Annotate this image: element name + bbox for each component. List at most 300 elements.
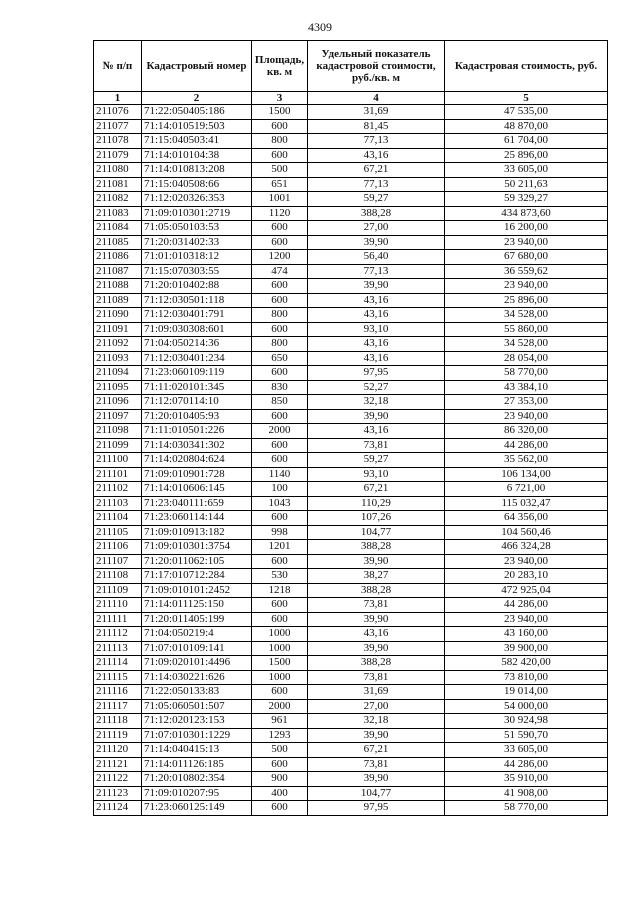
unit-rate-value: 56,40 [308,250,445,265]
area-value: 600 [252,453,308,468]
table-row [94,757,608,772]
cadastral-number: 71:20:011405:199 [142,612,252,627]
row-index: 211098 [94,424,142,439]
table-row [94,699,608,714]
area-value: 1500 [252,105,308,120]
cadastral-cost-value: 23 940,00 [445,612,608,627]
cadastral-cost-value: 472 925,04 [445,583,608,598]
row-index: 211100 [94,453,142,468]
cadastral-number: 71:09:010301:2719 [142,206,252,221]
row-index: 211093 [94,351,142,366]
table-row [94,235,608,250]
area-value: 600 [252,612,308,627]
area-value: 1200 [252,250,308,265]
unit-rate-value: 39,90 [308,279,445,294]
table-row [94,511,608,526]
row-index: 211092 [94,337,142,352]
row-index: 211104 [94,511,142,526]
area-value: 600 [252,322,308,337]
cadastral-cost-value: 73 810,00 [445,670,608,685]
unit-rate-value: 104,77 [308,786,445,801]
cadastral-number: 71:23:040111:659 [142,496,252,511]
cadastral-number: 71:20:010802:354 [142,772,252,787]
cadastral-cost-value: 23 940,00 [445,554,608,569]
row-index: 211099 [94,438,142,453]
table-row [94,177,608,192]
row-index: 211080 [94,163,142,178]
cadastral-number: 71:09:010913:182 [142,525,252,540]
cadastral-number: 71:09:010207:95 [142,786,252,801]
unit-rate-value: 39,90 [308,612,445,627]
cadastral-number: 71:14:010104:38 [142,148,252,163]
area-value: 600 [252,293,308,308]
area-value: 651 [252,177,308,192]
cadastral-number: 71:15:040508:66 [142,177,252,192]
cadastral-cost-value: 48 870,00 [445,119,608,134]
table-row [94,105,608,120]
unit-rate-value: 39,90 [308,641,445,656]
row-index: 211103 [94,496,142,511]
table-row [94,163,608,178]
unit-rate-value: 59,27 [308,192,445,207]
row-index: 211081 [94,177,142,192]
cadastral-cost-value: 51 590,70 [445,728,608,743]
cadastral-cost-value: 25 896,00 [445,148,608,163]
row-index: 211108 [94,569,142,584]
row-index: 211090 [94,308,142,323]
cadastral-number: 71:12:070114:10 [142,395,252,410]
cadastral-cost-value: 23 940,00 [445,409,608,424]
column-number: 3 [252,92,308,105]
cadastral-number: 71:04:050219:4 [142,627,252,642]
table-row [94,801,608,816]
area-value: 800 [252,134,308,149]
area-value: 600 [252,511,308,526]
area-value: 900 [252,772,308,787]
cadastral-cost-value: 106 134,00 [445,467,608,482]
area-value: 400 [252,786,308,801]
unit-rate-value: 31,69 [308,685,445,700]
table-row [94,337,608,352]
table-row [94,221,608,236]
cadastral-cost-value: 466 324,28 [445,540,608,555]
unit-rate-value: 39,90 [308,554,445,569]
row-index: 211088 [94,279,142,294]
header-cadastral-number: Кадастровый номер [142,41,252,92]
unit-rate-value: 43,16 [308,627,445,642]
unit-rate-value: 39,90 [308,409,445,424]
table-row [94,714,608,729]
area-value: 600 [252,279,308,294]
table-row [94,308,608,323]
cadastral-cost-value: 33 605,00 [445,163,608,178]
unit-rate-value: 39,90 [308,235,445,250]
cadastral-number: 71:09:010901:728 [142,467,252,482]
table-row [94,772,608,787]
cadastral-cost-value: 43 384,10 [445,380,608,395]
cadastral-cost-value: 86 320,00 [445,424,608,439]
column-number: 2 [142,92,252,105]
unit-rate-value: 97,95 [308,801,445,816]
area-value: 850 [252,395,308,410]
cadastral-cost-value: 43 160,00 [445,627,608,642]
row-index: 211121 [94,757,142,772]
unit-rate-value: 27,00 [308,221,445,236]
cadastral-number: 71:23:060109:119 [142,366,252,381]
cadastral-cost-value: 41 908,00 [445,786,608,801]
cadastral-cost-value: 39 900,00 [445,641,608,656]
cadastral-cost-value: 58 770,00 [445,366,608,381]
cadastral-number: 71:09:010301:3754 [142,540,252,555]
area-value: 1000 [252,670,308,685]
area-value: 474 [252,264,308,279]
cadastral-number: 71:14:010813:208 [142,163,252,178]
cadastral-cost-value: 6 721,00 [445,482,608,497]
row-index: 211115 [94,670,142,685]
row-index: 211086 [94,250,142,265]
cadastral-number: 71:07:010109:141 [142,641,252,656]
area-value: 961 [252,714,308,729]
cadastral-cost-value: 30 924,98 [445,714,608,729]
row-index: 211097 [94,409,142,424]
unit-rate-value: 67,21 [308,163,445,178]
unit-rate-value: 39,90 [308,728,445,743]
cadastral-number: 71:14:040415:13 [142,743,252,758]
cadastral-number: 71:23:060114:144 [142,511,252,526]
row-index: 211118 [94,714,142,729]
table-row [94,656,608,671]
cadastral-cost-value: 50 211,63 [445,177,608,192]
table-header-row [94,41,608,92]
cadastral-cost-value: 33 605,00 [445,743,608,758]
table-row [94,395,608,410]
cadastral-cost-value: 55 860,00 [445,322,608,337]
table-row [94,192,608,207]
unit-rate-value: 388,28 [308,583,445,598]
cadastral-number: 71:22:050405:186 [142,105,252,120]
row-index: 211079 [94,148,142,163]
row-index: 211117 [94,699,142,714]
cadastral-number: 71:12:020123:153 [142,714,252,729]
cadastral-cost-value: 19 014,00 [445,685,608,700]
row-index: 211106 [94,540,142,555]
cadastral-cost-value: 434 873,60 [445,206,608,221]
table-row [94,540,608,555]
table-row [94,119,608,134]
unit-rate-value: 43,16 [308,351,445,366]
cadastral-number: 71:15:040503:41 [142,134,252,149]
cadastral-number: 71:20:010402:88 [142,279,252,294]
table-body [94,105,608,816]
row-index: 211089 [94,293,142,308]
cadastral-number: 71:07:010301:1229 [142,728,252,743]
table-row [94,670,608,685]
cadastral-number: 71:14:011126:185 [142,757,252,772]
table-row [94,554,608,569]
unit-rate-value: 73,81 [308,598,445,613]
row-index: 211107 [94,554,142,569]
row-index: 211096 [94,395,142,410]
cadastral-cost-value: 104 560,46 [445,525,608,540]
cadastral-number: 71:09:010101:2452 [142,583,252,598]
table-row [94,627,608,642]
row-index: 211091 [94,322,142,337]
unit-rate-value: 32,18 [308,395,445,410]
header-index: № п/п [94,41,142,92]
table-row [94,467,608,482]
table-row [94,496,608,511]
cadastral-cost-value: 59 329,27 [445,192,608,207]
table-row [94,685,608,700]
area-value: 500 [252,163,308,178]
row-index: 211094 [94,366,142,381]
cadastral-number: 71:11:010501:226 [142,424,252,439]
table-row [94,366,608,381]
area-value: 1043 [252,496,308,511]
row-index: 211101 [94,467,142,482]
row-index: 211082 [94,192,142,207]
row-index: 211076 [94,105,142,120]
unit-rate-value: 31,69 [308,105,445,120]
cadastral-number: 71:12:030401:234 [142,351,252,366]
header-cadastral-cost: Кадастровая стоимость, руб. [445,41,608,92]
unit-rate-value: 77,13 [308,177,445,192]
cadastral-number: 71:20:010405:93 [142,409,252,424]
cadastral-cost-value: 61 704,00 [445,134,608,149]
cadastral-number: 71:17:010712:284 [142,569,252,584]
area-value: 1500 [252,656,308,671]
row-index: 211116 [94,685,142,700]
unit-rate-value: 110,29 [308,496,445,511]
cadastral-cost-value: 44 286,00 [445,598,608,613]
area-value: 2000 [252,699,308,714]
unit-rate-value: 93,10 [308,467,445,482]
row-index: 211083 [94,206,142,221]
table-row [94,322,608,337]
header-area: Площадь, кв. м [252,41,308,92]
area-value: 600 [252,235,308,250]
area-value: 1000 [252,641,308,656]
cadastral-cost-value: 36 559,62 [445,264,608,279]
area-value: 800 [252,308,308,323]
cadastral-number: 71:05:050103:53 [142,221,252,236]
unit-rate-value: 73,81 [308,670,445,685]
cadastral-cost-value: 25 896,00 [445,293,608,308]
area-value: 600 [252,757,308,772]
cadastral-number: 71:14:011125:150 [142,598,252,613]
table-row [94,728,608,743]
unit-rate-value: 81,45 [308,119,445,134]
unit-rate-value: 77,13 [308,134,445,149]
unit-rate-value: 59,27 [308,453,445,468]
table-row [94,264,608,279]
table-row [94,250,608,265]
unit-rate-value: 73,81 [308,438,445,453]
cadastral-cost-value: 44 286,00 [445,438,608,453]
cadastral-cost-value: 582 420,00 [445,656,608,671]
cadastral-number: 71:15:070303:55 [142,264,252,279]
area-value: 998 [252,525,308,540]
area-value: 600 [252,438,308,453]
cadastral-number: 71:12:020326:353 [142,192,252,207]
cadastral-cost-value: 34 528,00 [445,308,608,323]
cadastral-cost-value: 44 286,00 [445,757,608,772]
row-index: 211095 [94,380,142,395]
cadastral-cost-value: 27 353,00 [445,395,608,410]
table-row [94,206,608,221]
unit-rate-value: 27,00 [308,699,445,714]
table-row [94,525,608,540]
table-row [94,641,608,656]
cadastral-cost-value: 67 680,00 [445,250,608,265]
row-index: 211077 [94,119,142,134]
cadastral-number: 71:20:031402:33 [142,235,252,250]
area-value: 600 [252,598,308,613]
row-index: 211102 [94,482,142,497]
table-row [94,598,608,613]
area-value: 100 [252,482,308,497]
cadastral-cost-value: 23 940,00 [445,279,608,294]
row-index: 211111 [94,612,142,627]
unit-rate-value: 107,26 [308,511,445,526]
cadastral-table [93,40,608,816]
cadastral-number: 71:12:030401:791 [142,308,252,323]
table-row [94,279,608,294]
unit-rate-value: 104,77 [308,525,445,540]
table-row [94,148,608,163]
row-index: 211120 [94,743,142,758]
cadastral-number: 71:11:020101:345 [142,380,252,395]
cadastral-number: 71:09:020101:4496 [142,656,252,671]
row-index: 211114 [94,656,142,671]
area-value: 1140 [252,467,308,482]
area-value: 600 [252,221,308,236]
area-value: 600 [252,554,308,569]
table-row [94,351,608,366]
row-index: 211078 [94,134,142,149]
table-row [94,786,608,801]
unit-rate-value: 67,21 [308,743,445,758]
area-value: 830 [252,380,308,395]
area-value: 600 [252,119,308,134]
unit-rate-value: 43,16 [308,308,445,323]
unit-rate-value: 388,28 [308,540,445,555]
table-row [94,380,608,395]
table-row [94,583,608,598]
row-index: 211109 [94,583,142,598]
unit-rate-value: 388,28 [308,206,445,221]
cadastral-cost-value: 54 000,00 [445,699,608,714]
column-number: 4 [308,92,445,105]
header-unit-rate: Удельный показатель кадастровой стоимости, руб./кв. м [308,41,445,92]
area-value: 1218 [252,583,308,598]
row-index: 211124 [94,801,142,816]
unit-rate-value: 97,95 [308,366,445,381]
table-row [94,569,608,584]
unit-rate-value: 388,28 [308,656,445,671]
area-value: 600 [252,148,308,163]
cadastral-cost-value: 35 562,00 [445,453,608,468]
row-index: 211122 [94,772,142,787]
cadastral-cost-value: 34 528,00 [445,337,608,352]
area-value: 600 [252,685,308,700]
area-value: 1201 [252,540,308,555]
table-row [94,409,608,424]
cadastral-cost-value: 23 940,00 [445,235,608,250]
cadastral-cost-value: 47 535,00 [445,105,608,120]
column-number: 1 [94,92,142,105]
row-index: 211113 [94,641,142,656]
page-number: 4309 [308,20,332,34]
cadastral-cost-value: 35 910,00 [445,772,608,787]
table-row [94,482,608,497]
area-value: 2000 [252,424,308,439]
unit-rate-value: 38,27 [308,569,445,584]
unit-rate-value: 43,16 [308,337,445,352]
cadastral-number: 71:14:030221:626 [142,670,252,685]
cadastral-number: 71:22:050133:83 [142,685,252,700]
column-number-row [94,92,608,105]
cadastral-number: 71:14:010519:503 [142,119,252,134]
cadastral-number: 71:04:050214:36 [142,337,252,352]
row-index: 211112 [94,627,142,642]
area-value: 530 [252,569,308,584]
cadastral-number: 71:12:030501:118 [142,293,252,308]
row-index: 211085 [94,235,142,250]
cadastral-cost-value: 58 770,00 [445,801,608,816]
unit-rate-value: 32,18 [308,714,445,729]
cadastral-cost-value: 20 283,10 [445,569,608,584]
table-row [94,424,608,439]
area-value: 600 [252,409,308,424]
table-row [94,293,608,308]
cadastral-number: 71:14:010606:145 [142,482,252,497]
cadastral-cost-value: 28 054,00 [445,351,608,366]
table-row [94,612,608,627]
area-value: 1293 [252,728,308,743]
row-index: 211119 [94,728,142,743]
unit-rate-value: 93,10 [308,322,445,337]
unit-rate-value: 39,90 [308,772,445,787]
area-value: 600 [252,366,308,381]
table-row [94,743,608,758]
area-value: 800 [252,337,308,352]
cadastral-number: 71:14:020804:624 [142,453,252,468]
table-row [94,134,608,149]
cadastral-number: 71:01:010318:12 [142,250,252,265]
cadastral-number: 71:20:011062:105 [142,554,252,569]
unit-rate-value: 52,27 [308,380,445,395]
cadastral-number: 71:09:030308:601 [142,322,252,337]
cadastral-number: 71:23:060125:149 [142,801,252,816]
cadastral-number: 71:14:030341:302 [142,438,252,453]
unit-rate-value: 43,16 [308,293,445,308]
cadastral-cost-value: 115 032,47 [445,496,608,511]
area-value: 1000 [252,627,308,642]
row-index: 211087 [94,264,142,279]
row-index: 211105 [94,525,142,540]
area-value: 600 [252,801,308,816]
row-index: 211123 [94,786,142,801]
table-row [94,438,608,453]
cadastral-number: 71:05:060501:507 [142,699,252,714]
unit-rate-value: 43,16 [308,424,445,439]
row-index: 211084 [94,221,142,236]
unit-rate-value: 77,13 [308,264,445,279]
area-value: 650 [252,351,308,366]
unit-rate-value: 67,21 [308,482,445,497]
unit-rate-value: 73,81 [308,757,445,772]
